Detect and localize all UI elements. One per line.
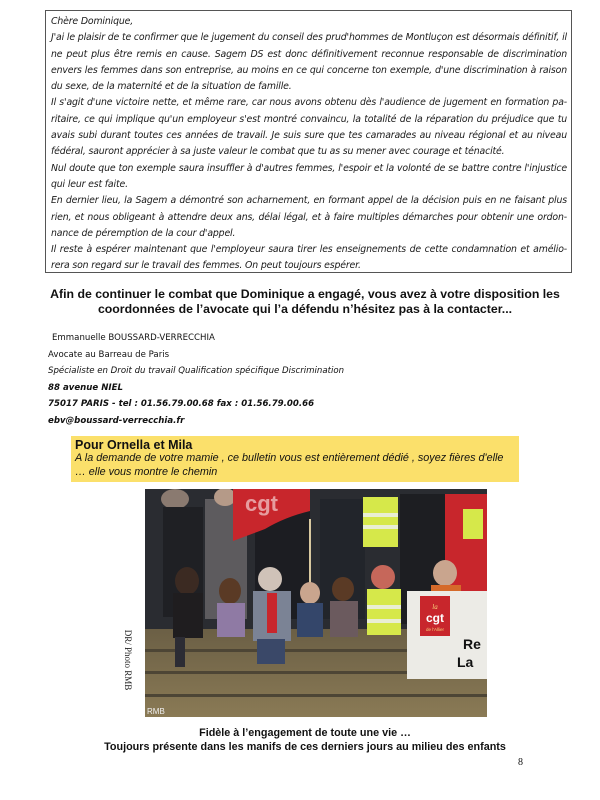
svg-text:cgt: cgt bbox=[245, 491, 278, 516]
svg-text:La: La bbox=[457, 654, 474, 670]
letter-greeting: Chère Dominique, bbox=[51, 16, 134, 27]
contact-email[interactable]: ebv@boussard-verrecchia.fr bbox=[48, 415, 185, 426]
intro-line: Afin de continuer le combat que Dominique a engagé, vous avez à votre disposition les bbox=[50, 287, 560, 301]
letter-paragraph: Nul doute que ton exemple saura insuffler à d'autres femmes, l'espoir et la volonté de se battre contre l'injustice qui leur est faite. bbox=[51, 162, 567, 190]
contact-city-phone: 75017 PARIS - tel : 01.56.79.00.68 fax : 01.56.79.00.66 bbox=[48, 399, 315, 409]
dedication-line: A la demande de votre mamie , ce bulletin vous est entièrement dédié , soyez fières d'elle bbox=[75, 452, 504, 464]
contact-address: 88 avenue NIEL bbox=[48, 382, 123, 393]
svg-text:Re: Re bbox=[463, 636, 481, 652]
demonstration-photo bbox=[145, 489, 487, 717]
contact-specialty: Spécialiste en Droit du travail Qualification spécifique Discrimination bbox=[48, 366, 345, 376]
svg-text:la: la bbox=[432, 603, 438, 611]
caption-line: Fidèle à l’engagement de toute une vie … bbox=[199, 727, 411, 739]
contact-name: Emmanuelle BOUSSARD-VERRECCHIA bbox=[52, 333, 215, 343]
svg-text:de l'Allier: de l'Allier bbox=[425, 627, 445, 632]
svg-text:cgt: cgt bbox=[426, 611, 444, 625]
letter-paragraph: En dernier lieu, la Sagem a démontré son acharnement, en formant appel de la décision puis en ne faisant plus rien, et nous obligeant à attendre deux ans, délai légal, et à faire multiples démarches pour obtenir une ordon-nance de péremption de la cour d'appel. bbox=[51, 195, 567, 239]
page-number: 8 bbox=[518, 757, 523, 768]
photo-credit: DR/ Photo RMB bbox=[123, 629, 133, 691]
photo-caption bbox=[40, 727, 570, 754]
letter-paragraph: Il s'agit d'une victoire nette, et même rare, car nous avons obtenu dès l'audience de jugement en formation pa-ritaire, ce qui implique qu'un employeur s'est montré convaincu, la totalité de la réparation du préjudice que tu avais subi durant toutes ces années de travail. Je suis sure que tes camarades au niveau régional et au niveau fédéral, sauront apprécier à sa juste valeur le combat que tu as su mener avec courage et ténacité. bbox=[51, 97, 567, 158]
lawyer-contact bbox=[48, 330, 468, 429]
letter-box bbox=[45, 10, 572, 273]
contact-title: Avocate au Barreau de Paris bbox=[48, 349, 170, 360]
intro-line: coordonnées de l’avocate qui l’a défendu n’hésitez pas à la contacter... bbox=[97, 302, 513, 316]
letter-paragraph: Il reste à espérer maintenant que l'employeur saura tirer les enseignements de cette condamnation et amélio-rera son regard sur le travail des femmes. On peut toujours espérer. bbox=[51, 244, 567, 272]
intro-text bbox=[40, 287, 570, 317]
letter-paragraph: J'ai le plaisir de te confirmer que le jugement du conseil des prud'hommes de Montluçon est désormais définitif, il ne peut plus être remis en cause. Sagem DS est donc définitivement reconnue responsable de discrimination envers les femmes dans son entreprise, au moins en ce qui concerne ton exemple, d'une discrimination à raison du sexe, de la maternité et de la situation de famille. bbox=[51, 32, 567, 93]
dedication-box bbox=[71, 436, 519, 482]
photo-watermark: RMB bbox=[147, 707, 165, 716]
dedication-title: Pour Ornella et Mila bbox=[75, 438, 193, 452]
photo-illustration bbox=[145, 489, 487, 717]
caption-line: Toujours présente dans les manifs de ces derniers jours au milieu des enfants bbox=[104, 740, 506, 753]
dedication-line: … elle vous montre le chemin bbox=[75, 465, 218, 478]
